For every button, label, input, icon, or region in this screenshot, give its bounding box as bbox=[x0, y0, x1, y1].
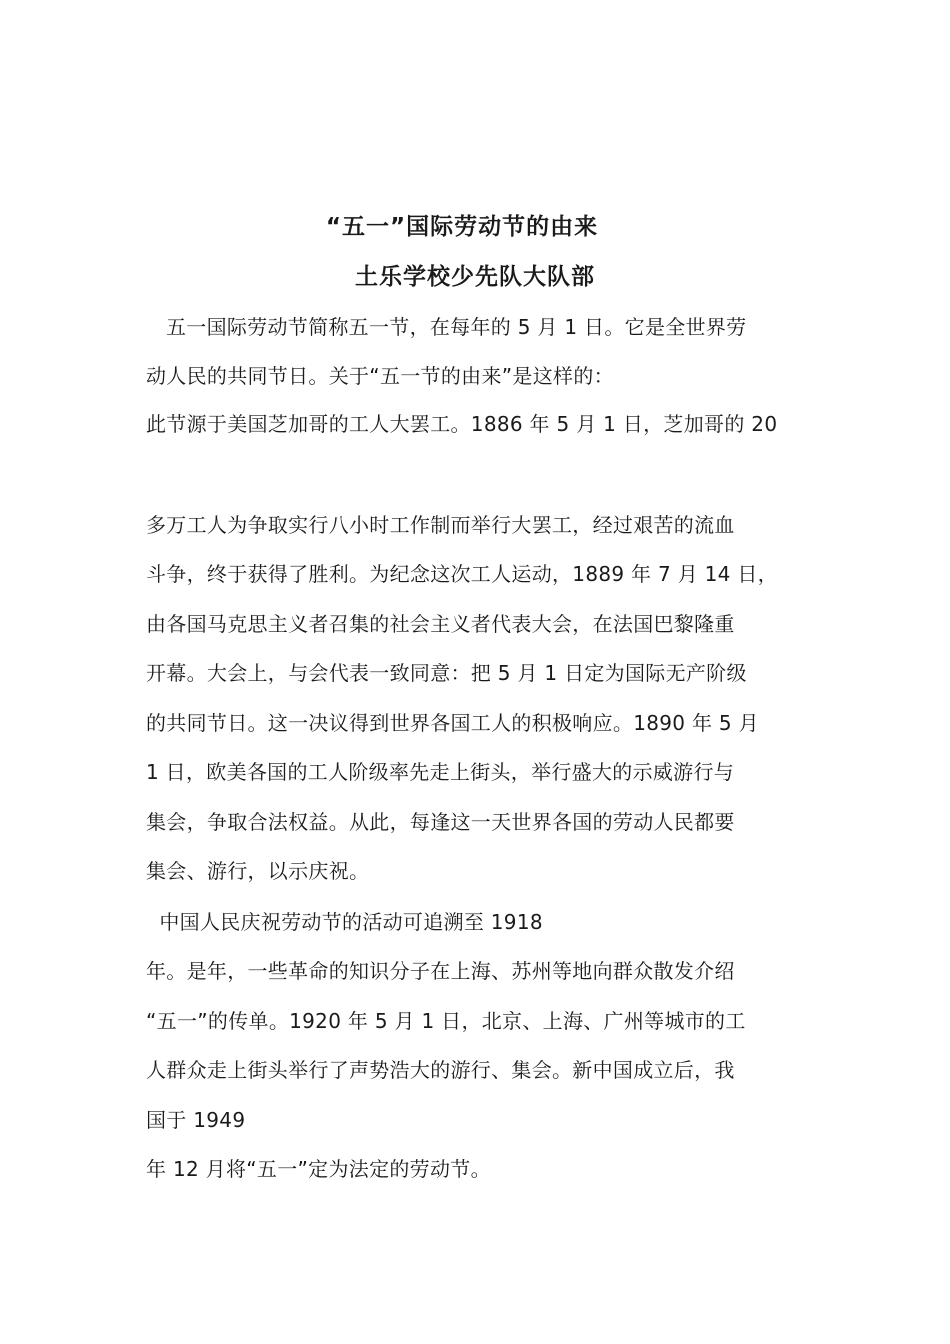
paragraph-line: 国于 1949 bbox=[146, 1108, 246, 1132]
paragraph-line: 年 12 月将“五一”定为法定的劳动节。 bbox=[146, 1157, 491, 1181]
paragraph-line: 集会，争取合法权益。从此，每逢这一天世界各国的劳动人民都要 bbox=[146, 810, 735, 834]
paragraph-line: “五一”的传单。1920 年 5 月 1 日，北京、上海、广州等城市的工 bbox=[146, 1009, 746, 1033]
paragraph-line: 由各国马克思主义者召集的社会主义者代表大会，在法国巴黎隆重 bbox=[146, 612, 735, 636]
paragraph-line: 此节源于美国芝加哥的工人大罢工。1886 年 5 月 1 日，芝加哥的 20 bbox=[146, 412, 778, 436]
paragraph-line: 斗争，终于获得了胜利。为纪念这次工人运动，1889 年 7 月 14 日， bbox=[146, 562, 778, 586]
paragraph-line: 五一国际劳动节简称五一节，在每年的 5 月 1 日。它是全世界劳 bbox=[146, 315, 747, 339]
paragraph-line: 多万工人为争取实行八小时工作制而举行大罢工，经过艰苦的流血 bbox=[146, 513, 735, 537]
document-subtitle: 土乐学校少先队大队部 bbox=[355, 264, 595, 290]
paragraph-line: 1 日，欧美各国的工人阶级率先走上街头，举行盛大的示威游行与 bbox=[146, 760, 735, 784]
paragraph-line: 年。是年，一些革命的知识分子在上海、苏州等地向群众散发介绍 bbox=[146, 959, 735, 983]
paragraph-line: 动人民的共同节日。关于“五一节的由来”是这样的： bbox=[146, 364, 614, 388]
paragraph-line: 人群众走上街头举行了声势浩大的游行、集会。新中国成立后，我 bbox=[146, 1058, 735, 1082]
document-title: “五一”国际劳动节的由来 bbox=[325, 214, 599, 240]
paragraph-line: 中国人民庆祝劳动节的活动可追溯至 1918 bbox=[146, 910, 543, 934]
paragraph-line: 的共同节日。这一决议得到世界各国工人的积极响应。1890 年 5 月 bbox=[146, 711, 759, 735]
paragraph-line: 集会、游行，以示庆祝。 bbox=[146, 859, 370, 883]
paragraph-line: 开幕。大会上，与会代表一致同意：把 5 月 1 日定为国际无产阶级 bbox=[146, 661, 747, 685]
